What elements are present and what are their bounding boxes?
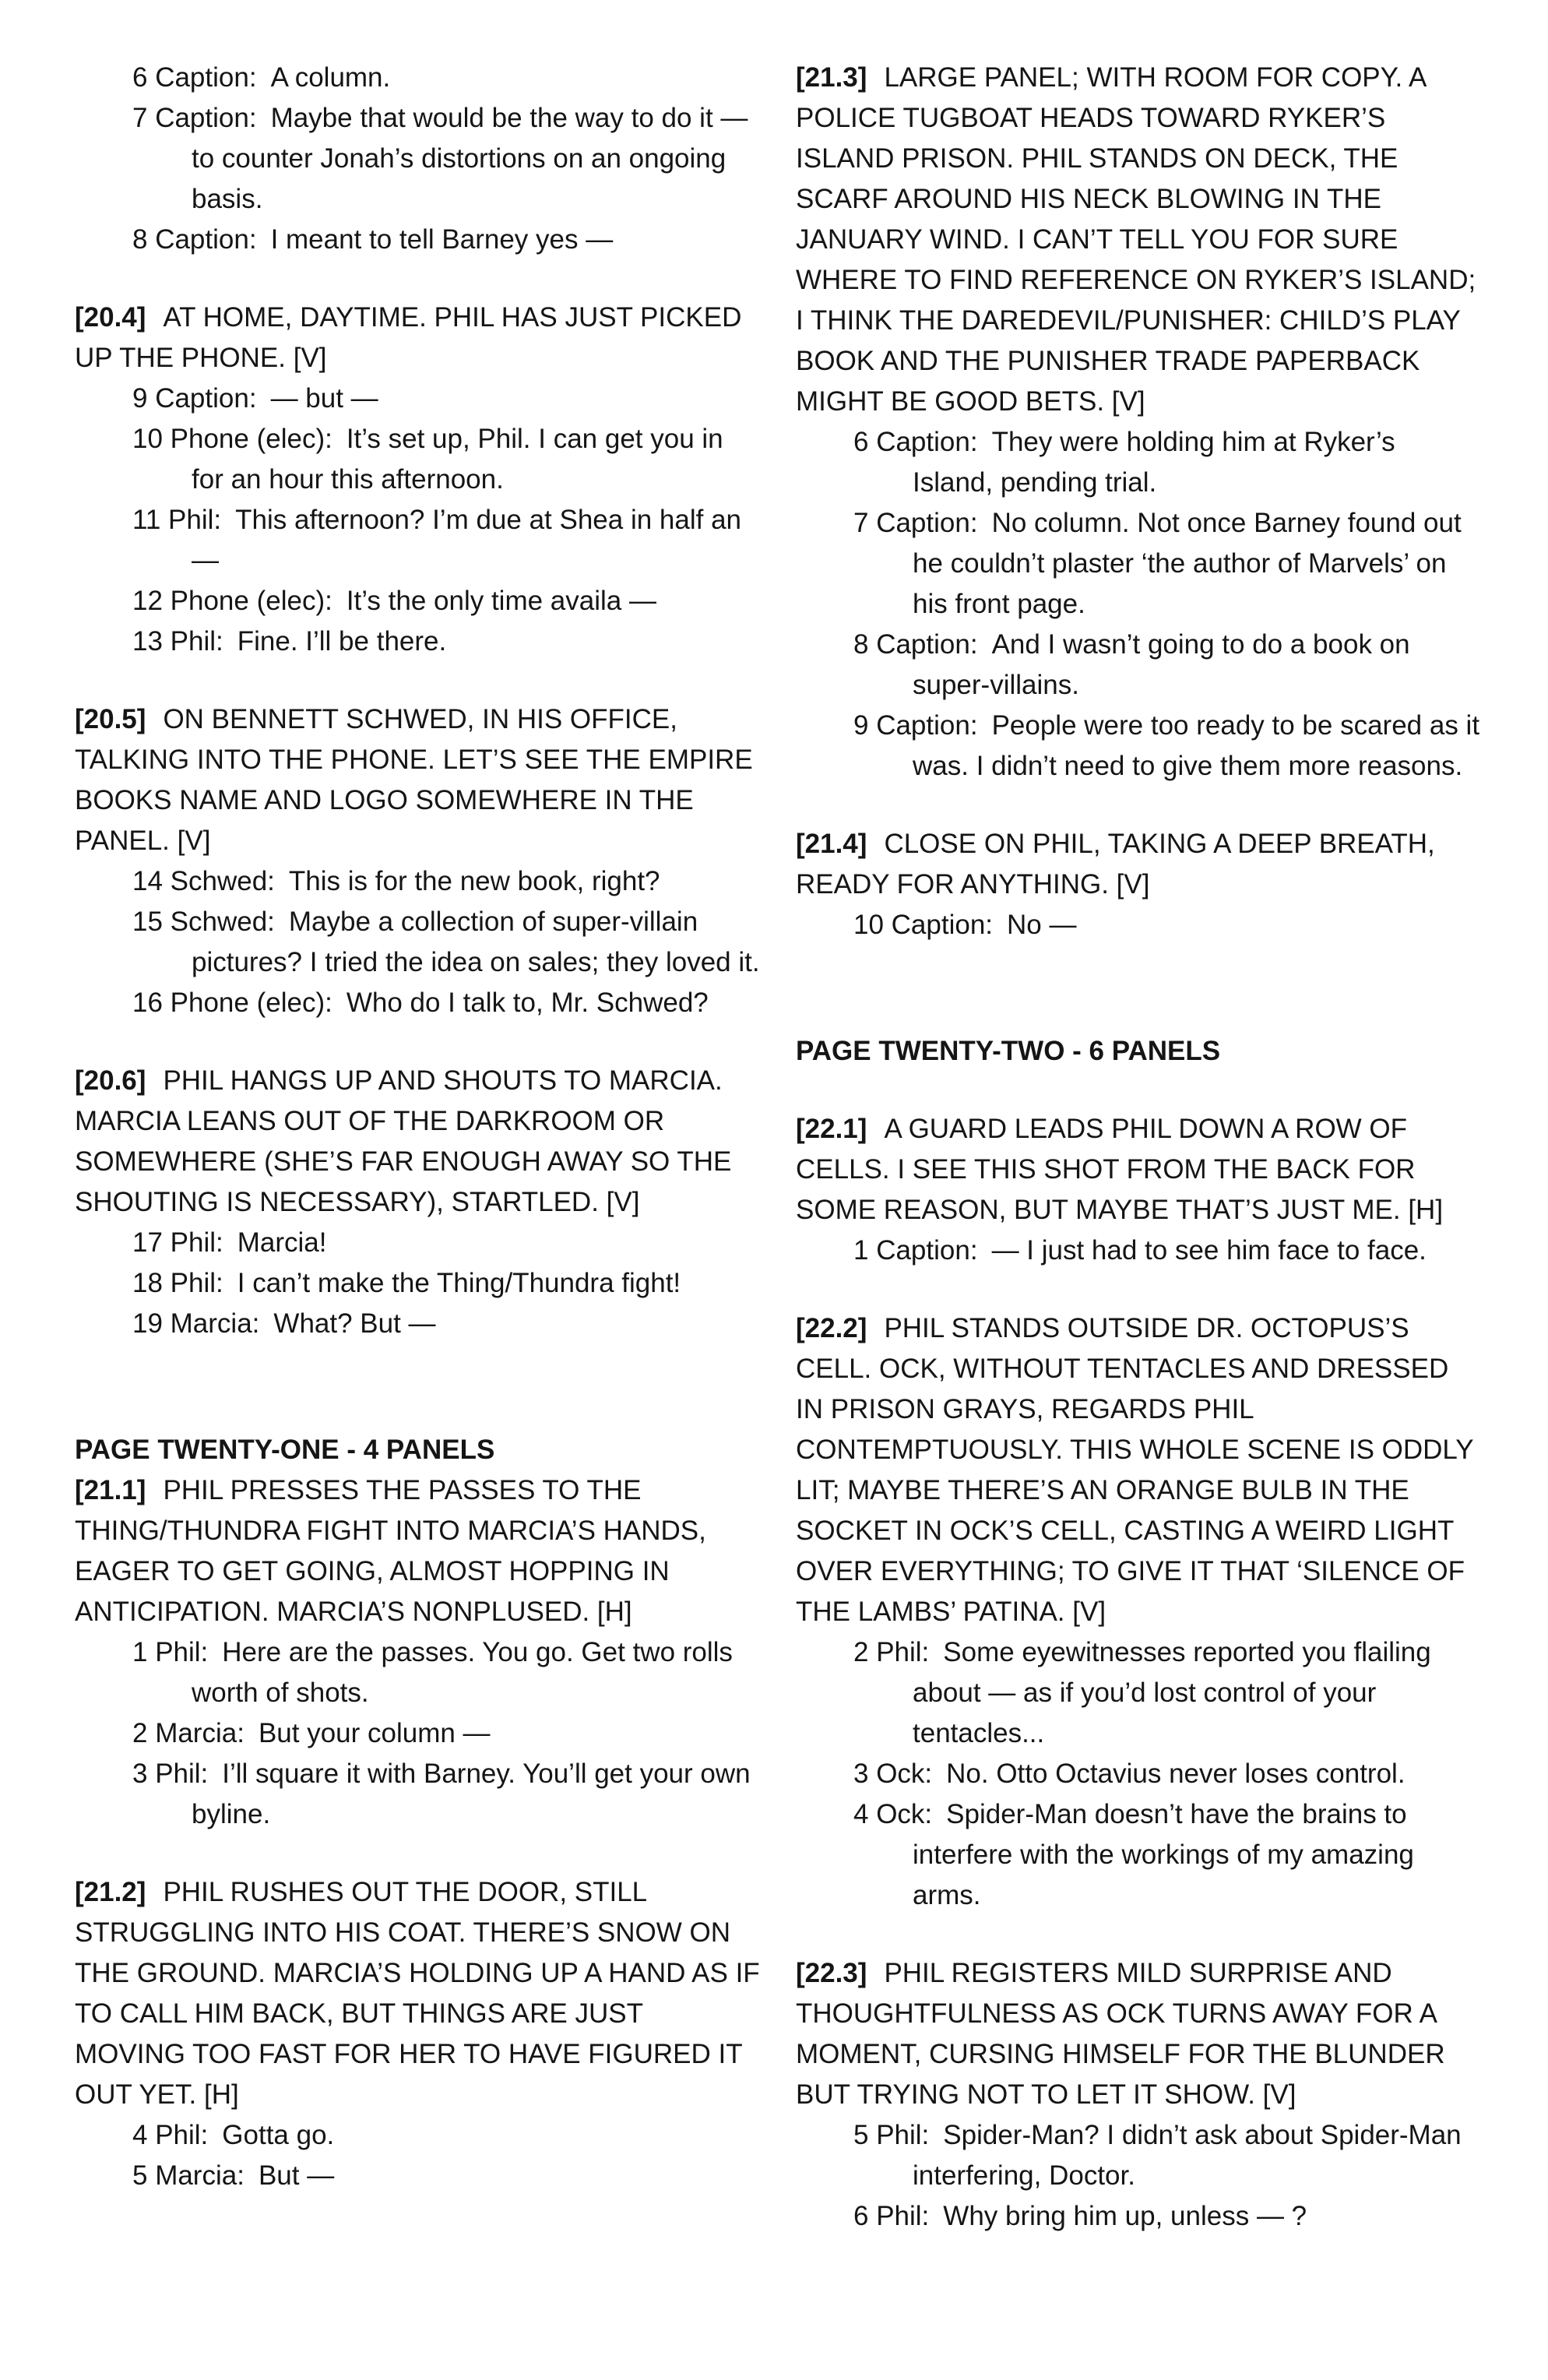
dialogue-text: Maybe that would be the way to do it — to counter Jonah’s distortions on an ongoing basis. [192,103,748,214]
dialogue-text: Who do I talk to, Mr. Schwed? [346,988,709,1018]
dialogue-text: — but — [270,383,378,414]
dialogue-line [796,2196,1481,2237]
dialogue-line [796,706,1481,787]
dialogue-text: This afternoon? I’m due at Shea in half an — [192,505,742,576]
speaker-label: 9 Caption: [132,383,257,414]
speaker-label: 12 Phone (elec): [132,586,332,616]
speaker-label: 16 Phone (elec): [132,988,332,1018]
panel-description [796,1953,1481,2115]
right-column [796,58,1481,2274]
panel-number: [20.6] [75,1065,146,1096]
speaker-label: 4 Ock: [853,1799,933,1829]
dialogue-text: Here are the passes. You go. Get two rolls worth of shots. [192,1637,733,1708]
section-spacer [75,1382,760,1430]
speaker-label: 18 Phil: [132,1268,223,1298]
panel-20-5 [75,699,760,1023]
dialogue-text: Spider-Man doesn’t have the brains to interfere with the workings of my amazing arms. [913,1799,1414,1910]
speaker-label: 1 Caption: [853,1235,978,1266]
dialogue-text: No — [1007,910,1077,940]
speaker-label: 19 Marcia: [132,1308,260,1339]
panel-description [796,58,1481,422]
speaker-label: 6 Phil: [853,2201,930,2231]
dialogue-line [796,1754,1481,1794]
dialogue-text: People were too ready to be scared as it was. I didn’t need to give them more reasons. [913,710,1480,781]
dialogue-text: This is for the new book, right? [288,866,660,896]
dialogue-text: Why bring him up, unless — ? [943,2201,1307,2231]
dialogue-line [796,503,1481,625]
panel-number: [20.4] [75,302,146,333]
dialogue-text: But — [258,2160,335,2191]
dialogue-text: No column. Not once Barney found out he couldn’t plaster ‘the author of Marvels’ on his front page. [913,508,1462,619]
panel-22-1 [796,1109,1481,1271]
speaker-label: 10 Caption: [853,910,994,940]
speaker-label: 6 Caption: [132,62,257,93]
dialogue-line [75,1304,760,1344]
speaker-label: 3 Ock: [853,1759,933,1789]
speaker-label: 9 Caption: [853,710,978,741]
speaker-label: 17 Phil: [132,1227,223,1258]
speaker-label: 1 Phil: [132,1637,209,1667]
dialogue-line [75,1713,760,1754]
dialogue-line [75,98,760,220]
dialogue-text: They were holding him at Ryker’s Island, pending trial. [913,427,1395,498]
page-heading: PAGE TWENTY-TWO - 6 PANELS [796,1036,1221,1066]
speaker-label: 15 Schwed: [132,907,275,937]
panel-description [75,1872,760,2115]
speaker-label: 2 Marcia: [132,1718,245,1748]
panel-22-2 [796,1308,1481,1916]
page-heading: PAGE TWENTY-ONE - 4 PANELS [75,1435,495,1465]
panel-20-6 [75,1061,760,1344]
dialogue-text: But your column — [258,1718,491,1748]
dialogue-text: I’ll square it with Barney. You’ll get your own byline. [192,1759,751,1829]
panel-21-1 [75,1470,760,1835]
dialogue-text: No. Otto Octavius never loses control. [946,1759,1406,1789]
dialogue-line [75,500,760,581]
dialogue-line [75,220,760,260]
panel-number: [22.2] [796,1313,867,1343]
section-spacer [796,983,1481,1031]
panel-21-3 [796,58,1481,787]
dialogue-line [796,2115,1481,2196]
dialogue-text: I can’t make the Thing/Thundra fight! [237,1268,681,1298]
dialogue-text: A column. [270,62,391,93]
panel-22-3 [796,1953,1481,2237]
dialogue-line [75,621,760,662]
dialogue-line [75,378,760,419]
panel-description-text: PHIL REGISTERS MILD SURPRISE AND THOUGHTFULNESS AS OCK TURNS AWAY FOR A MOMENT, CURSING HIMSELF FOR THE BLUNDER BUT TRYING NOT TO LET IT SHOW. [V] [796,1958,1445,2110]
speaker-label: 8 Caption: [853,629,978,660]
dialogue-text: What? But — [273,1308,436,1339]
dialogue-line [75,861,760,902]
panel-description-text: PHIL PRESSES THE PASSES TO THE THING/THUNDRA FIGHT INTO MARCIA’S HANDS, EAGER TO GET GOING, ALMOST HOPPING IN ANTICIPATION. MARCIA’S NONPLUSED. [H] [75,1475,706,1627]
dialogue-text: I meant to tell Barney yes — [270,224,614,255]
speaker-label: 7 Caption: [132,103,257,133]
panel-description-text: LARGE PANEL; WITH ROOM FOR COPY. A POLICE TUGBOAT HEADS TOWARD RYKER’S ISLAND PRISON. PHIL STANDS ON DECK, THE SCARF AROUND HIS NECK BLOWING IN THE JANUARY WIND. I CAN’T TELL YOU FOR SURE WHERE TO FIND REFERENCE ON RYKER’S ISLAND; I THINK THE DAREDEVIL/PUNISHER: CHILD’S PLAY BOOK AND THE PUNISHER TRADE PAPERBACK MIGHT BE GOOD BETS. [V] [796,62,1476,417]
speaker-label: 7 Caption: [853,508,978,538]
dialogue-line [796,1632,1481,1754]
speaker-label: 3 Phil: [132,1759,209,1789]
panel-description [796,1308,1481,1632]
panel-number: [21.2] [75,1877,146,1907]
panel-description [75,1470,760,1632]
speaker-label: 2 Phil: [853,1637,930,1667]
dialogue-line [75,1754,760,1835]
speaker-label: 11 Phil: [132,505,222,535]
dialogue-text: It’s the only time availa — [346,586,656,616]
speaker-label: 6 Caption: [853,427,978,457]
dialogue-line [75,581,760,621]
dialogue-line [75,1223,760,1263]
panel-description [75,1061,760,1223]
panel-number: [21.3] [796,62,867,93]
dialogue-line [796,1230,1481,1271]
panel-description [796,824,1481,905]
dialogue-text: — I just had to see him face to face. [991,1235,1427,1266]
panel-20-4 [75,298,760,662]
dialogue-line [75,902,760,983]
dialogue-line [796,422,1481,503]
panel-number: [22.1] [796,1114,867,1144]
panel-description [75,699,760,861]
speaker-label: 8 Caption: [132,224,257,255]
dialogue-block-page20-panel3-end [75,58,760,260]
left-column [75,58,760,2234]
dialogue-line [75,983,760,1023]
dialogue-line [75,419,760,500]
dialogue-line [796,905,1481,945]
panel-description-text: A GUARD LEADS PHIL DOWN A ROW OF CELLS. I SEE THIS SHOT FROM THE BACK FOR SOME REASON, BUT MAYBE THAT’S JUST ME. [H] [796,1114,1444,1225]
panel-description-text: PHIL STANDS OUTSIDE DR. OCTOPUS’S CELL. OCK, WITHOUT TENTACLES AND DRESSED IN PRISON GRAYS, REGARDS PHIL CONTEMPTUOUSLY. THIS WHOLE SCENE IS ODDLY LIT; MAYBE THERE’S AN ORANGE BULB IN THE SOCKET IN OCK’S CELL, CASTING A WEIRD LIGHT OVER EVERYTHING; TO GIVE IT THAT ‘SILENCE OF THE LAMBS’ PATINA. [V] [796,1313,1473,1627]
dialogue-text: Fine. I’ll be there. [237,626,447,657]
speaker-label: 4 Phil: [132,2120,209,2150]
dialogue-text: Some eyewitnesses reported you flailing about — as if you’d lost control of your tentacles... [913,1637,1431,1748]
panel-description-text: PHIL RUSHES OUT THE DOOR, STILL STRUGGLING INTO HIS COAT. THERE’S SNOW ON THE GROUND. MARCIA’S HOLDING UP A HAND AS IF TO CALL HIM BACK, BUT THINGS ARE JUST MOVING TOO FAST FOR HER TO HAVE FIGURED IT OUT YET. [H] [75,1877,760,2110]
speaker-label: 13 Phil: [132,626,223,657]
panel-number: [21.1] [75,1475,146,1505]
dialogue-text: It’s set up, Phil. I can get you in for an hour this afternoon. [192,424,723,495]
dialogue-line [75,58,760,98]
dialogue-text: Maybe a collection of super-villain pictures? I tried the idea on sales; they loved it. [192,907,760,977]
dialogue-text: Spider-Man? I didn’t ask about Spider-Man interfering, Doctor. [913,2120,1462,2191]
speaker-label: 10 Phone (elec): [132,424,332,454]
panel-number: [20.5] [75,704,146,734]
panel-number: [22.3] [796,1958,867,1988]
dialogue-line [796,625,1481,706]
panel-21-2 [75,1872,760,2196]
speaker-label: 5 Marcia: [132,2160,245,2191]
speaker-label: 5 Phil: [853,2120,930,2150]
panel-21-4 [796,824,1481,945]
dialogue-line [796,1794,1481,1916]
dialogue-text: And I wasn’t going to do a book on super-villains. [913,629,1410,700]
dialogue-line [75,2156,760,2196]
dialogue-text: Gotta go. [222,2120,335,2150]
panel-description [796,1109,1481,1230]
dialogue-line [75,1263,760,1304]
speaker-label: 14 Schwed: [132,866,275,896]
panel-description-text: PHIL HANGS UP AND SHOUTS TO MARCIA. MARCIA LEANS OUT OF THE DARKROOM OR SOMEWHERE (SHE’S FAR ENOUGH AWAY SO THE SHOUTING IS NECESSARY), STARTLED. [V] [75,1065,732,1217]
dialogue-line [75,2115,760,2156]
dialogue-line [75,1632,760,1713]
panel-number: [21.4] [796,829,867,859]
panel-description-text: ON BENNETT SCHWED, IN HIS OFFICE, TALKING INTO THE PHONE. LET’S SEE THE EMPIRE BOOKS NAME AND LOGO SOMEWHERE IN THE PANEL. [V] [75,704,753,856]
panel-description-text: CLOSE ON PHIL, TAKING A DEEP BREATH, READY FOR ANYTHING. [V] [796,829,1435,900]
panel-description [75,298,760,378]
dialogue-text: Marcia! [237,1227,327,1258]
panel-description-text: AT HOME, DAYTIME. PHIL HAS JUST PICKED UP THE PHONE. [V] [75,302,742,373]
